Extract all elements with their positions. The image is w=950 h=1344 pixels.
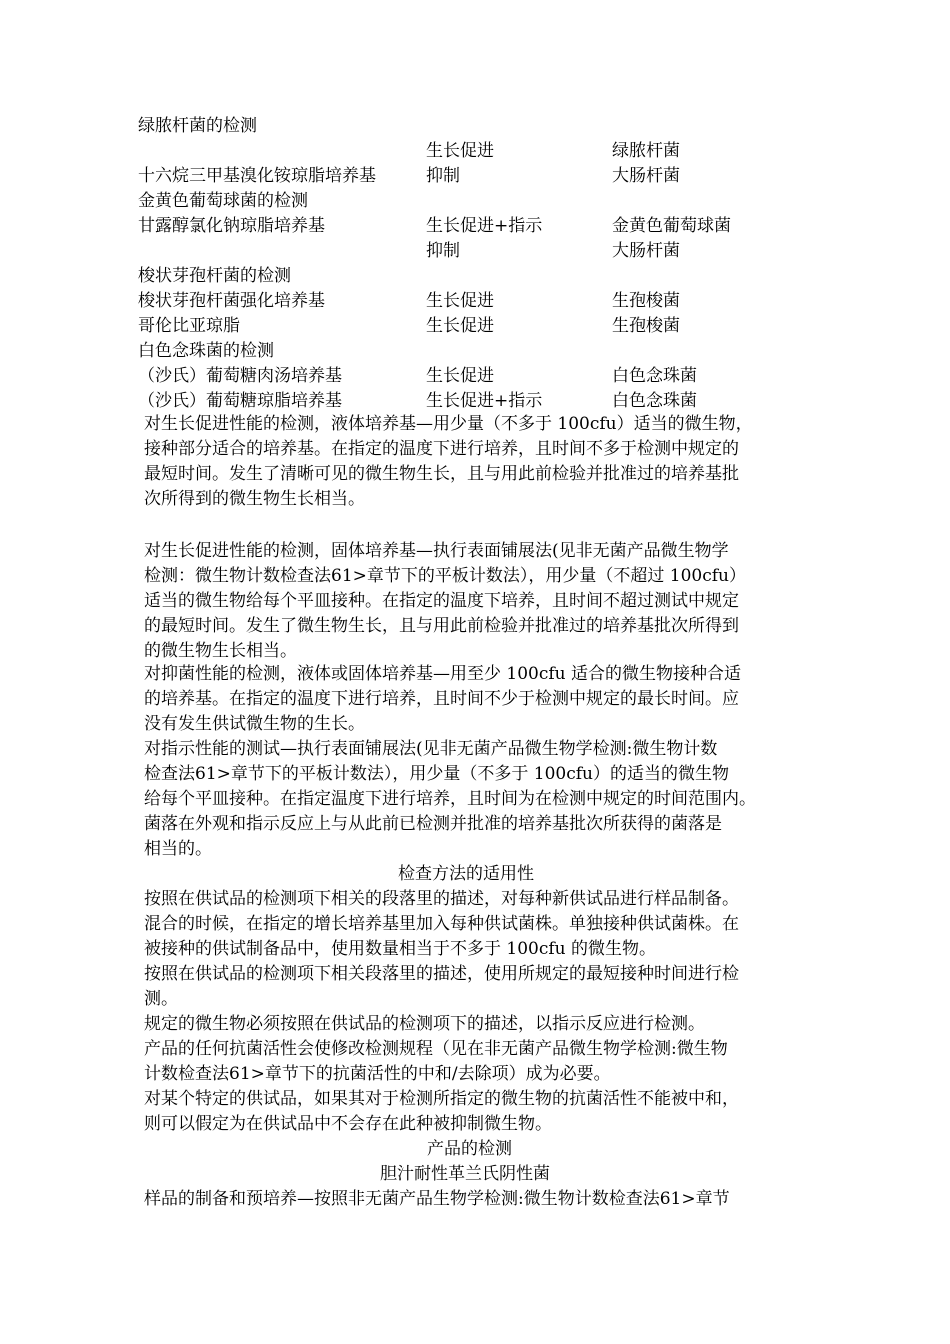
section-heading: 梭状芽孢杆菌的检测 <box>138 266 291 286</box>
medium-cell: 十六烷三甲基溴化铵琼脂培养基 <box>138 166 376 186</box>
paragraph-line: 对指示性能的测试—执行表面铺展法(见非无菌产品微生物学检测:微生物计数 <box>144 739 718 759</box>
paragraph-line: 被接种的供试制备品中，使用数量相当于不多于 100cfu 的微生物。 <box>144 939 657 959</box>
paragraph-line: 按照在供试品的检测项下相关段落里的描述，使用所规定的最短接种时间进行检 <box>144 964 739 984</box>
paragraph-line: 次所得到的微生物生长相当。 <box>144 489 365 509</box>
property-cell: 抑制 <box>426 241 460 261</box>
property-cell: 生长促进 <box>426 316 494 336</box>
paragraph-line: 接种部分适合的培养基。在指定的温度下进行培养，且时间不多于检测中规定的 <box>144 439 739 459</box>
paragraph <box>144 1012 824 1037</box>
paragraph-line: 检测：微生物计数检查法61>章节下的平板计数法），用少量（不超过 100cfu） <box>144 566 746 586</box>
section-heading: 白色念珠菌的检测 <box>138 341 274 361</box>
section-heading: 绿脓杆菌的检测 <box>138 116 257 136</box>
organism-cell: 生孢梭菌 <box>612 316 680 336</box>
organism-cell: 金黄色葡萄球菌 <box>612 216 731 236</box>
medium-cell: 哥伦比亚琼脂 <box>138 316 240 336</box>
property-cell: 生长促进 <box>426 366 494 386</box>
paragraph-line: 对生长促进性能的检测，固体培养基—执行表面铺展法(见非无菌产品微生物学 <box>144 541 729 561</box>
property-cell: 生长促进 <box>426 291 494 311</box>
paragraph <box>144 412 824 512</box>
paragraph-line: 最短时间。发生了清晰可见的微生物生长，且与用此前检验并批准过的培养基批 <box>144 464 739 484</box>
section-title: 产品的检测 <box>427 1139 512 1159</box>
paragraph-line: 的最短时间。发生了微生物生长，且与用此前检验并批准过的培养基批次所得到 <box>144 616 739 636</box>
paragraph-line: 样品的制备和预培养—按照非无菌产品生物学检测:微生物计数检查法61>章节 <box>144 1189 730 1209</box>
organism-cell: 白色念珠菌 <box>612 391 697 411</box>
paragraph-line: 给每个平皿接种。在指定温度下进行培养，且时间为在检测中规定的时间范围内。 <box>144 789 756 809</box>
section-heading: 金黄色葡萄球菌的检测 <box>138 191 308 211</box>
organism-cell: 生孢梭菌 <box>612 291 680 311</box>
medium-cell: 梭状芽孢杆菌强化培养基 <box>138 291 325 311</box>
paragraph-line: 规定的微生物必须按照在供试品的检测项下的描述，以指示反应进行检测。 <box>144 1014 705 1034</box>
paragraph-line: 测。 <box>144 989 178 1009</box>
paragraph <box>144 539 824 664</box>
paragraph-line: 混合的时候，在指定的增长培养基里加入每种供试菌株。单独接种供试菌株。在 <box>144 914 739 934</box>
paragraph-line: 计数检查法61>章节下的抗菌活性的中和/去除项）成为必要。 <box>144 1064 611 1084</box>
paragraph-line: 的培养基。在指定的温度下进行培养，且时间不少于检测中规定的最长时间。应 <box>144 689 739 709</box>
paragraph-line: 对某个特定的供试品，如果其对于检测所指定的微生物的抗菌活性不能被中和， <box>144 1089 739 1109</box>
paragraph <box>144 1187 824 1212</box>
organism-cell: 白色念珠菌 <box>612 366 697 386</box>
medium-cell: （沙氏）葡萄糖肉汤培养基 <box>138 366 342 386</box>
organism-cell: 大肠杆菌 <box>612 166 680 186</box>
property-cell: 生长促进 <box>426 141 494 161</box>
paragraph-line: 对抑菌性能的检测，液体或固体培养基—用至少 100cfu 适合的微生物接种合适 <box>144 664 742 684</box>
paragraph-line: 适当的微生物给每个平皿接种。在指定的温度下培养，且时间不超过测试中规定 <box>144 591 739 611</box>
paragraph <box>144 887 824 962</box>
medium-cell: 甘露醇氯化钠琼脂培养基 <box>138 216 325 236</box>
property-cell: 生长促进+指示 <box>426 216 543 236</box>
section-subtitle: 胆汁耐性革兰氏阴性菌 <box>380 1164 550 1184</box>
paragraph-line: 检查法61>章节下的平板计数法），用少量（不多于 100cfu）的适当的微生物 <box>144 764 729 784</box>
paragraph <box>144 662 824 737</box>
paragraph-line: 产品的任何抗菌活性会使修改检测规程（见在非无菌产品微生物学检测:微生物 <box>144 1039 728 1059</box>
paragraph <box>144 737 824 862</box>
paragraph-line: 菌落在外观和指示反应上与从此前已检测并批准的培养基批次所获得的菌落是 <box>144 814 722 834</box>
paragraph-line: 的微生物生长相当。 <box>144 641 297 661</box>
paragraph-line: 则可以假定为在供试品中不会存在此种被抑制微生物。 <box>144 1114 552 1134</box>
paragraph-line: 没有发生供试微生物的生长。 <box>144 714 365 734</box>
property-cell: 抑制 <box>426 166 460 186</box>
paragraph-line: 对生长促进性能的检测，液体培养基—用少量（不多于 100cfu）适当的微生物， <box>144 414 753 434</box>
section-title: 检查方法的适用性 <box>398 864 534 884</box>
organism-cell: 大肠杆菌 <box>612 241 680 261</box>
paragraph-line: 相当的。 <box>144 839 212 859</box>
paragraph <box>144 962 824 1012</box>
organism-cell: 绿脓杆菌 <box>612 141 680 161</box>
property-cell: 生长促进+指示 <box>426 391 543 411</box>
paragraph <box>144 1087 824 1137</box>
paragraph <box>144 1037 824 1087</box>
paragraph-line: 按照在供试品的检测项下相关的段落里的描述，对每种新供试品进行样品制备。 <box>144 889 739 909</box>
medium-cell: （沙氏）葡萄糖琼脂培养基 <box>138 391 342 411</box>
